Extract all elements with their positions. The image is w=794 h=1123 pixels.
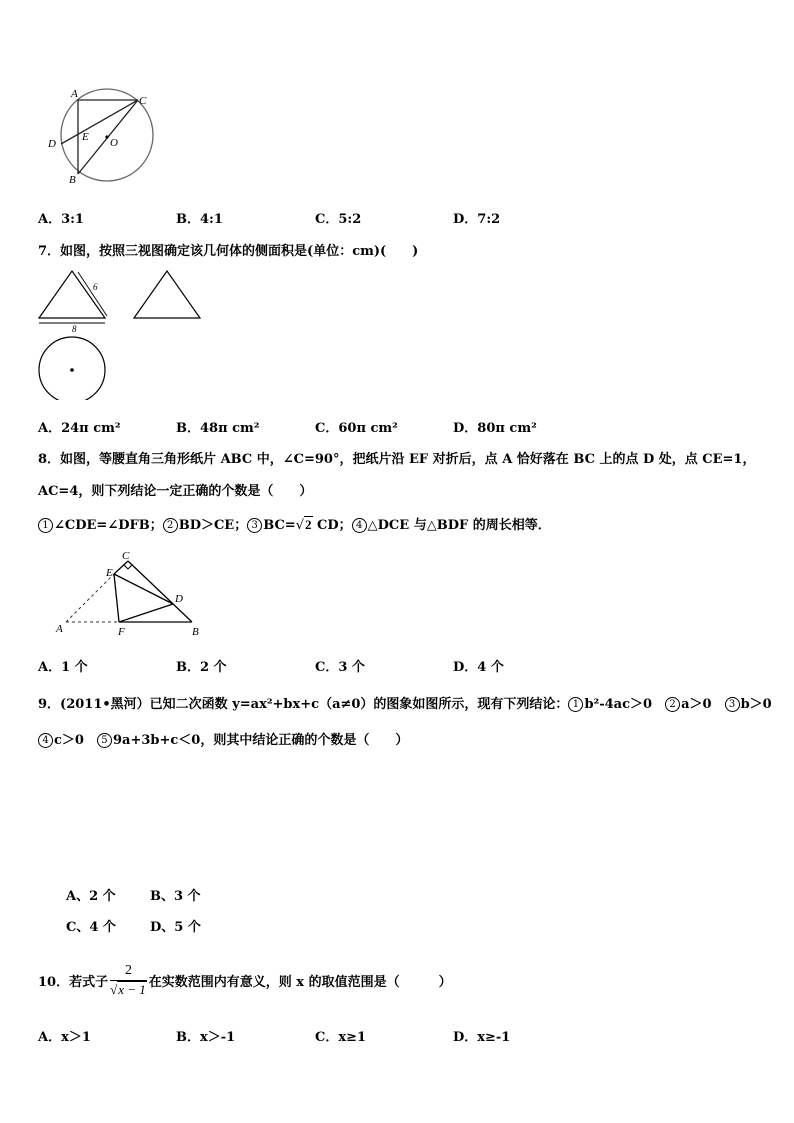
- q8-label-d: D: [175, 593, 183, 605]
- q10-option-d[interactable]: D．x≥-1: [453, 1030, 511, 1045]
- q8-option-a[interactable]: A．1 个: [38, 660, 88, 675]
- q9-c1-num: 1: [568, 697, 583, 712]
- q7-option-b[interactable]: B．48π cm²: [176, 421, 260, 436]
- q8-label-a: A: [56, 623, 63, 635]
- q8-label-c: C: [122, 550, 130, 562]
- q8-c3-sqrt: 2: [305, 517, 312, 532]
- q7-side-dim-label: 6: [93, 282, 98, 292]
- q7-option-a[interactable]: A．24π cm²: [38, 421, 121, 436]
- q10-stem-a: 10．若式子: [38, 974, 109, 990]
- q9-option-c[interactable]: C、4 个: [66, 920, 116, 935]
- q10-frac-num: 2: [124, 962, 132, 978]
- q10-stem: [38, 960, 452, 1000]
- q8-option-d[interactable]: D．4 个: [453, 660, 504, 675]
- q9-option-d[interactable]: D、5 个: [150, 920, 201, 935]
- q8-right-angle-mark: [124, 565, 132, 569]
- q7-top-view-center: [70, 368, 74, 372]
- q6-circle-figure: [44, 82, 164, 192]
- q10-fraction: [110, 963, 147, 998]
- q7-option-d[interactable]: D．80π cm²: [453, 421, 537, 436]
- q7-stem: 7．如图，按照三视图确定该几何体的侧面积是(单位：cm)( ): [38, 244, 419, 259]
- q8-stem-line1: 8．如图，等腰直角三角形纸片 ABC 中，∠C=90°，把纸片沿 EF 对折后，点 A 恰好落在 BC 上的点 D 处，点 CE=1，: [38, 452, 756, 467]
- q8-c3-text-a: BC=: [263, 518, 296, 533]
- q7-three-view-figure: [36, 268, 212, 400]
- q9-option-a[interactable]: A、2 个: [66, 889, 116, 904]
- q10-frac-den: √x − 1: [110, 981, 146, 997]
- q8-side-cb: [128, 561, 192, 622]
- q8-option-b[interactable]: B．2 个: [176, 660, 227, 675]
- q6-label-c: C: [139, 95, 147, 107]
- q7-front-view: [39, 271, 105, 318]
- q7-side-view: [134, 271, 200, 318]
- q8-c2-text: BD＞CE；: [178, 518, 248, 533]
- q10-stem-b: 在实数范围内有意义，则 x 的取值范围是（ ）: [148, 974, 452, 990]
- q6-option-d[interactable]: D．7:2: [453, 212, 501, 227]
- q8-label-f: F: [118, 626, 125, 638]
- q9-c5-text: 9a+3b+c＜0，则其中结论正确的个数是（ ）: [112, 733, 409, 748]
- q10-option-a[interactable]: A．x＞1: [38, 1030, 91, 1045]
- q6-option-a[interactable]: A．3:1: [38, 212, 84, 227]
- q8-c1-num: 1: [38, 518, 53, 533]
- q10-option-b[interactable]: B．x＞-1: [176, 1030, 236, 1045]
- q8-triangle-figure: [52, 548, 208, 640]
- q8-option-c[interactable]: C．3 个: [315, 660, 365, 675]
- q8-label-b: B: [192, 626, 199, 638]
- q7-option-c[interactable]: C．60π cm²: [315, 421, 398, 436]
- q6-label-o: O: [110, 137, 118, 149]
- q6-label-b: B: [69, 174, 76, 186]
- q10-frac-den-radicand: x − 1: [118, 981, 146, 997]
- q6-option-c[interactable]: C．5:2: [315, 212, 362, 227]
- q8-fold-ef: [114, 574, 119, 622]
- q6-label-a: A: [71, 88, 78, 100]
- q10-option-c[interactable]: C．x≥1: [315, 1030, 367, 1045]
- q6-label-d: D: [48, 138, 56, 150]
- q9-c2-num: 2: [665, 697, 680, 712]
- q8-c2-num: 2: [163, 518, 178, 533]
- q8-dashed-ae: [66, 574, 114, 622]
- q6-chord-dc: [61, 100, 138, 144]
- q9-c3-text: b＞0: [740, 697, 772, 712]
- q7-side-dim-line: [78, 272, 107, 316]
- q9-c1-text: b²-4ac＞0: [584, 697, 653, 712]
- q7-base-dim-label: 8: [72, 324, 77, 334]
- q8-c4-text: △DCE 与△BDF 的周长相等．: [367, 518, 551, 533]
- q8-stem-line2: AC=4，则下列结论一定正确的个数是（ ）: [38, 484, 313, 499]
- q8-c3-num: 3: [247, 518, 262, 533]
- q9-c5-num: 5: [97, 733, 112, 748]
- q8-label-e: E: [106, 567, 113, 579]
- q9-option-b[interactable]: B、3 个: [150, 889, 201, 904]
- q9-c2-text: a＞0: [681, 697, 712, 712]
- q9-c4-num: 4: [38, 733, 53, 748]
- q8-c1-text: ∠CDE=∠DFB；: [54, 518, 163, 533]
- q8-segment-ed: [114, 574, 173, 604]
- q8-c3-text-b: CD；: [312, 518, 352, 533]
- q6-option-b[interactable]: B．4:1: [176, 212, 223, 227]
- q8-c4-num: 4: [352, 518, 367, 533]
- q8-conclusions: 1 ∠CDE=∠DFB； 2 BD＞CE； 3 BC=√2 CD； 4 △DCE 与△BDF 的周长相等．: [38, 514, 551, 533]
- q9-stem-line2: [38, 729, 408, 748]
- q9-stem-line1: [38, 693, 772, 712]
- q9-c4-text: c＞0: [54, 733, 84, 748]
- q6-label-e: E: [82, 131, 89, 143]
- q8-segment-fd: [119, 604, 173, 622]
- q6-center-dot: [105, 135, 108, 138]
- q9-stem-a: 9．(2011•黑河）已知二次函数 y=ax²+bx+c（a≠0）的图象如图所示，现有下列结论：: [38, 697, 569, 712]
- q9-c3-num: 3: [725, 697, 740, 712]
